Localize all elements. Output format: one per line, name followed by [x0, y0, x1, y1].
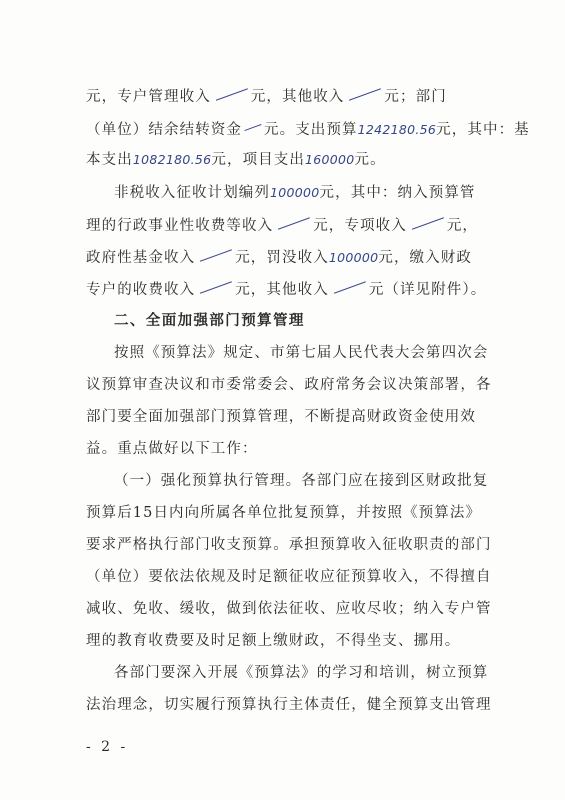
text: 本支出: [86, 152, 133, 168]
handwritten-dash-mark: [195, 279, 235, 297]
text: 元；部门: [384, 89, 447, 105]
paragraph-line: 按照《预算法》规定、市第七届人民代表大会第四次会: [114, 345, 489, 361]
text: 非税收入征收计划编列: [114, 185, 270, 201]
paragraph-line: 要求严格执行部门收支预算。承担预算收入征收职责的部门: [86, 537, 492, 553]
handwritten-dash-mark: [211, 86, 251, 104]
page-number: - 2 -: [86, 739, 129, 755]
text: 元。支出预算: [264, 122, 358, 138]
handwritten-dash-mark: [329, 279, 369, 297]
handwritten-total-expenditure: 1242180.56: [357, 122, 437, 137]
paragraph-line: （一）强化预算执行管理。各部门应在接到区财政批复: [114, 473, 489, 489]
paragraph-line: 理的教育收费要及时足额上缴财政，不得坐支、挪用。: [86, 633, 461, 649]
paragraph-line: 法治理念，切实履行预算执行主体责任，健全预算支出管理: [86, 697, 492, 713]
budget-line-6: [86, 247, 472, 268]
text: （单位）结余结转资金: [86, 122, 242, 138]
text: 元，其中：纳入预算管: [319, 185, 476, 201]
text: 专户的收费收入: [86, 282, 196, 298]
budget-line-1: [86, 86, 447, 107]
section-heading: 二、全面加强部门预算管理: [114, 313, 305, 329]
text: 元，: [446, 218, 479, 234]
text: 元，项目支出: [211, 152, 305, 168]
text: 理的行政事业性收费等收入: [86, 218, 274, 234]
budget-line-5: [86, 215, 478, 236]
budget-line-2: [86, 119, 530, 140]
paragraph-line: 议预算审查决议和市委常委会、政府常务会议决策部署，各: [86, 377, 492, 393]
handwritten-basic-expenditure: 1082180.56: [132, 152, 212, 167]
handwritten-project-expenditure: 160000: [304, 152, 355, 167]
handwritten-dash-mark: [195, 247, 235, 265]
handwritten-dash-mark: [407, 215, 447, 233]
paragraph-line: （单位）要依法依规及时足额征收应征预算收入，不得擅自: [86, 569, 492, 585]
budget-line-7: [86, 279, 486, 300]
text: 元，缴入财政: [378, 250, 472, 266]
handwritten-dash-mark: [344, 86, 384, 104]
text: 元，其中：基: [436, 122, 530, 138]
text: 元。: [354, 152, 386, 168]
text: 政府性基金收入: [86, 250, 196, 266]
paragraph-line: 预算后15日内向所属各单位批复预算，并按照《预算法》: [86, 505, 482, 521]
text: 元，罚没收入: [235, 250, 329, 266]
paragraph-line: 益。重点做好以下工作：: [86, 441, 258, 457]
budget-line-4: [114, 183, 476, 203]
handwritten-fines-income: 100000: [328, 250, 379, 265]
paragraph-line: 减收、免收、缓收，做到依法征收、应收尽收；纳入专户管: [86, 601, 492, 617]
text: 元，专项收入: [313, 218, 407, 234]
text: 元，专户管理收入: [86, 89, 211, 105]
budget-line-3: [86, 150, 386, 170]
handwritten-dash-mark: [242, 119, 264, 137]
paragraph-line: 部门要全面加强部门预算管理，不断提高财政资金使用效: [86, 409, 476, 425]
handwritten-dash-mark: [273, 215, 313, 233]
text: 元（详见附件）。: [368, 282, 487, 298]
text: 元，其他收入: [250, 89, 345, 105]
text: 元，其他收入: [235, 282, 329, 298]
paragraph-line: 各部门要深入开展《预算法》的学习和培训，树立预算: [114, 665, 489, 681]
handwritten-nontax-plan: 100000: [270, 185, 320, 200]
